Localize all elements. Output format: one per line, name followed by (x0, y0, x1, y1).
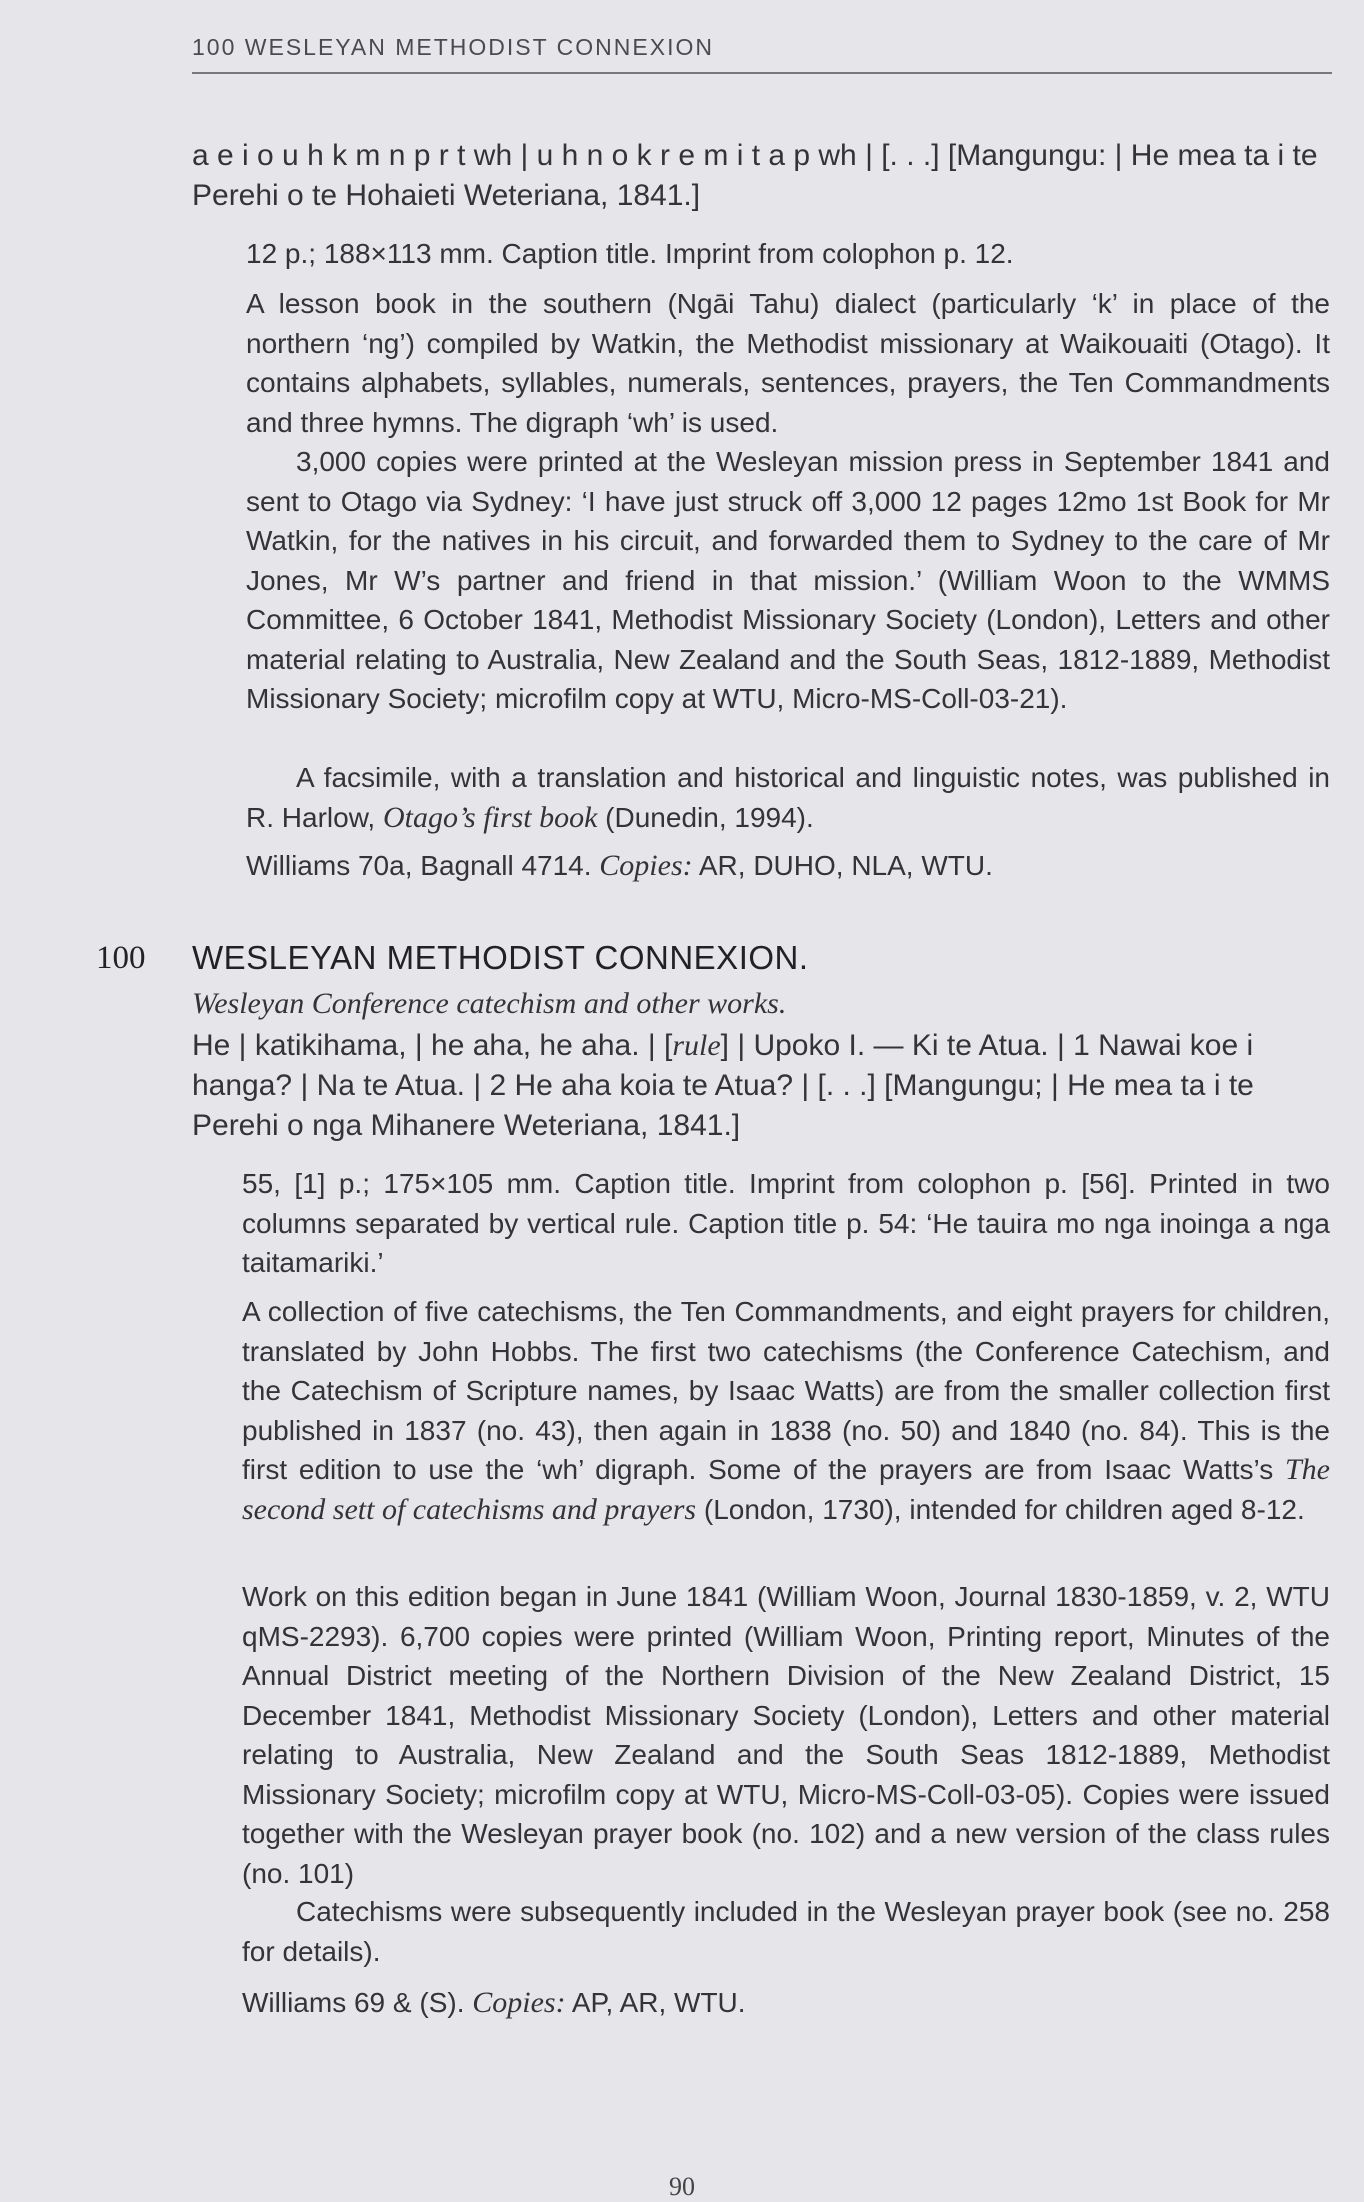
book-title-italic: The second sett of catechisms and prayers (242, 1453, 1330, 1526)
prev-entry-note-2: 3,000 copies were printed at the Wesleyan mission press in September 1841 and sent to Otago via Sydney: ‘I have just struck off 3,000 12 pages 12mo 1st Book for Mr Watkin, for the natives in his circuit, and forwarded them to Sydney to the care of Mr Jones, Mr W’s partner and friend in that mission.’ (William Woon to the WMMS Committee, 6 October 1841, Methodist Missionary Society (London), Letters and other material relating to Australia, New Zealand and the South Seas, 1812-1889, Methodist Missionary Society; microfilm copy at WTU, Micro-MS-Coll-03-21). (246, 446, 1330, 714)
entry-note-3: Catechisms were subsequently included in the Wesleyan prayer book (see no. 258 for details). (242, 1896, 1330, 1967)
entry-title: Wesleyan Conference catechism and other works. (192, 987, 787, 1020)
note-text: A facsimile, with a translation and historical and linguistic notes, was published in R. Harlow, (246, 762, 1330, 833)
transcription-text: ] | Upoko I. — Ki te Atua. | 1 Nawai koe i hanga? | Na te Atua. | 2 He aha koia te Atua? | [. . .] [Mangungu; | He mea ta i te Perehi o nga Mihanere Weteriana, 1841.] (192, 1029, 1254, 1142)
running-head: 100 WESLEYAN METHODIST CONNEXION (192, 34, 714, 60)
prev-entry-collation: 12 p.; 188×113 mm. Caption title. Imprint from colophon p. 12. (246, 238, 1014, 269)
rule-italic: rule (672, 1029, 721, 1062)
prev-entry-note-1: A lesson book in the southern (Ngāi Tahu) dialect (particularly ‘k’ in place of the northern ‘ng’) compiled by Watkin, the Methodist missionary at Waikouaiti (Otago). It contains alphabets, syllables, numerals, sentences, prayers, the Ten Commandments and three hymns. The digraph ‘wh’ is used. (246, 288, 1330, 438)
entry-references (242, 1983, 1330, 2023)
prev-entry-note-3 (246, 758, 1330, 837)
reference-text: Williams 69 & (S). (242, 1987, 473, 2018)
prev-entry-references (246, 846, 1330, 886)
prev-entry-imprint: a e i o u h k m n p r t wh | u h n o k r e m i t a p wh | [. . .] [Mangungu: | He mea ta i te Perehi o te Hohaieti Weteriana, 1841.] (192, 139, 1318, 212)
copies-list: AP, AR, WTU. (565, 1987, 746, 2018)
entry-transcription (192, 1026, 1332, 1146)
entry-collation: 55, [1] p.; 175×105 mm. Caption title. Imprint from colophon p. [56]. Printed in two columns separated by vertical rule. Caption title p. 54: ‘He tauira mo nga inoinga a nga taitamariki.’ (242, 1168, 1330, 1278)
note-text: (Dunedin, 1994). (597, 801, 814, 833)
copies-label: Copies: (599, 849, 693, 882)
note-text: (London, 1730), intended for children aged 8-12. (696, 1493, 1305, 1525)
entry-heading: WESLEYAN METHODIST CONNEXION. (192, 939, 809, 976)
reference-text: Williams 70a, Bagnall 4714. (246, 850, 600, 881)
copies-list: AR, DUHO, NLA, WTU. (692, 850, 993, 881)
entry-note-1 (242, 1292, 1330, 1529)
copies-label: Copies: (472, 1986, 566, 2019)
page-number: 90 (669, 2172, 695, 2201)
header-rule (192, 72, 1332, 74)
note-text: A collection of five catechisms, the Ten Commandments, and eight prayers for children, translated by John Hobbs. The first two catechisms (the Conference Catechism, and the Catechism of Scripture names, by Isaac Watts) are from the smaller collection first published in 1837 (no. 43), then again in 1838 (no. 50) and 1840 (no. 84). This is the first edition to use the ‘wh’ digraph. Some of the prayers are from Isaac Watts’s (242, 1296, 1330, 1485)
entry-note-2: Work on this edition began in June 1841 (William Woon, Journal 1830-1859, v. 2, WTU qMS-2293). 6,700 copies were printed (William Woon, Printing report, Minutes of the Annual District meeting of the Northern Division of the New Zealand District, 15 December 1841, Methodist Missionary Society (London), Letters and other material relating to Australia, New Zealand and the South Seas 1812-1889, Methodist Missionary Society; microfilm copy at WTU, Micro-MS-Coll-03-05). Copies were issued together with the Wesleyan prayer book (no. 102) and a new version of the class rules (no. 101) (242, 1581, 1330, 1889)
entry-number: 100 (96, 940, 146, 976)
book-title-italic: Otago’s first book (382, 800, 598, 834)
transcription-text: He | katikihama, | he aha, he aha. | [ (192, 1029, 673, 1062)
